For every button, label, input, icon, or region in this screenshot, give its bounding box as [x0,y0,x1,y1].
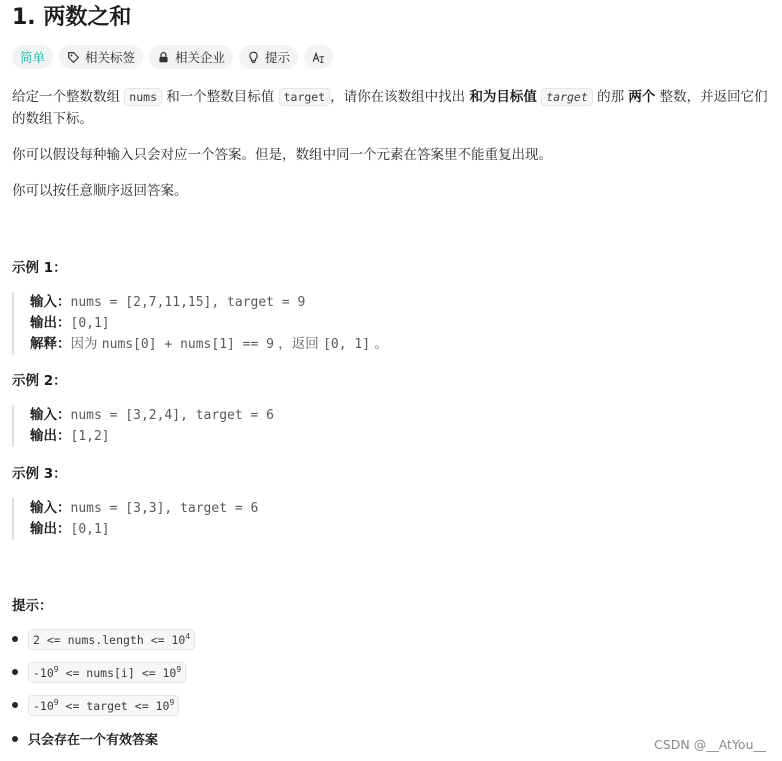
tag-bar [12,45,333,69]
constraint-code [28,629,195,650]
desc-text: 给定一个整数数组 [12,89,120,105]
input-label: 输入： [30,407,71,423]
constraint-sup: 9 [53,665,59,674]
input-label: 输入： [30,294,71,310]
constraint-item [12,729,158,748]
constraint-sup: 9 [53,698,59,707]
explain-text: ，返回 [273,336,324,352]
difficulty-badge [12,45,53,69]
output-label: 输出： [30,428,71,444]
related-companies-label: 相关企业 [175,50,226,65]
translate-button[interactable] [304,45,333,69]
constraints-title: 提示： [12,598,53,614]
desc-text: 整数，并返回它们的数组下标。 [12,89,768,127]
bullet [12,636,18,642]
output-value: [0,1] [70,522,110,537]
hint-button[interactable] [239,45,298,69]
bullet [12,702,18,708]
bold-text: 两个 [628,89,656,105]
explain-text: 。 [370,336,388,352]
inline-code: nums [124,88,162,106]
related-tags-label: 相关标签 [85,50,136,65]
inline-code: target [541,88,593,106]
explain-code: nums[0] + nums[1] == 9 [101,337,274,352]
explain-label: 解释： [30,336,71,352]
input-label: 输入： [30,500,71,516]
input-value: nums = [3,2,4], target = 6 [70,408,274,423]
description-paragraph-3: 你可以按任意顺序返回答案。 [12,183,188,199]
desc-text: ，请你在该数组中找出 [330,89,466,105]
input-value: nums = [3,3], target = 6 [70,501,259,516]
constraint-code [28,695,179,716]
output-label: 输出： [30,521,71,537]
constraint-text: -10 [33,665,54,680]
constraint-text: 2 <= nums.length <= 10 [33,632,186,647]
lock-icon [157,51,170,64]
constraint-item [12,662,186,683]
output-label: 输出： [30,315,71,331]
watermark: CSDN @__AtYou__ [654,737,766,752]
example-3-block [12,498,258,540]
constraint-sup: 9 [169,698,175,707]
output-value: [1,2] [70,429,110,444]
explain-code: [0, 1] [323,337,371,352]
tag-icon [67,51,80,64]
inline-code: target [279,88,331,106]
constraint-text: <= target <= 10 [58,698,170,713]
constraint-text: <= nums[i] <= 10 [58,665,177,680]
bullet [12,669,18,675]
example-2-title: 示例 2： [12,373,67,389]
example-2-block [12,405,274,447]
difficulty-label: 简单 [20,50,46,65]
constraint-item [12,695,179,716]
constraint-sup: 4 [185,632,191,641]
output-value: [0,1] [70,316,110,331]
desc-text: 和一个整数目标值 [166,89,275,105]
problem-title: 1. 两数之和 [12,5,132,30]
example-1-title: 示例 1： [12,260,67,276]
example-1-block [12,292,388,355]
translate-icon [312,51,325,64]
related-companies-button[interactable] [149,45,233,69]
bold-text: 和为目标值 [469,89,537,105]
input-value: nums = [2,7,11,15], target = 9 [70,295,306,310]
constraint-text: -10 [33,698,54,713]
constraint-item [12,629,195,650]
hint-label: 提示 [265,50,291,65]
description-paragraph-2: 你可以假设每种输入只会对应一个答案。但是，数组中同一个元素在答案里不能重复出现。 [12,147,552,163]
constraint-text: 只会存在一个有效答案 [28,733,159,748]
constraint-sup: 9 [176,665,182,674]
example-3-title: 示例 3： [12,466,67,482]
desc-text: 的那 [597,89,625,105]
related-tags-button[interactable] [59,45,143,69]
description-paragraph-1 [12,86,772,130]
bullet [12,736,18,742]
explain-text: 因为 [70,336,102,352]
lightbulb-icon [247,51,260,64]
constraint-code [28,662,186,683]
